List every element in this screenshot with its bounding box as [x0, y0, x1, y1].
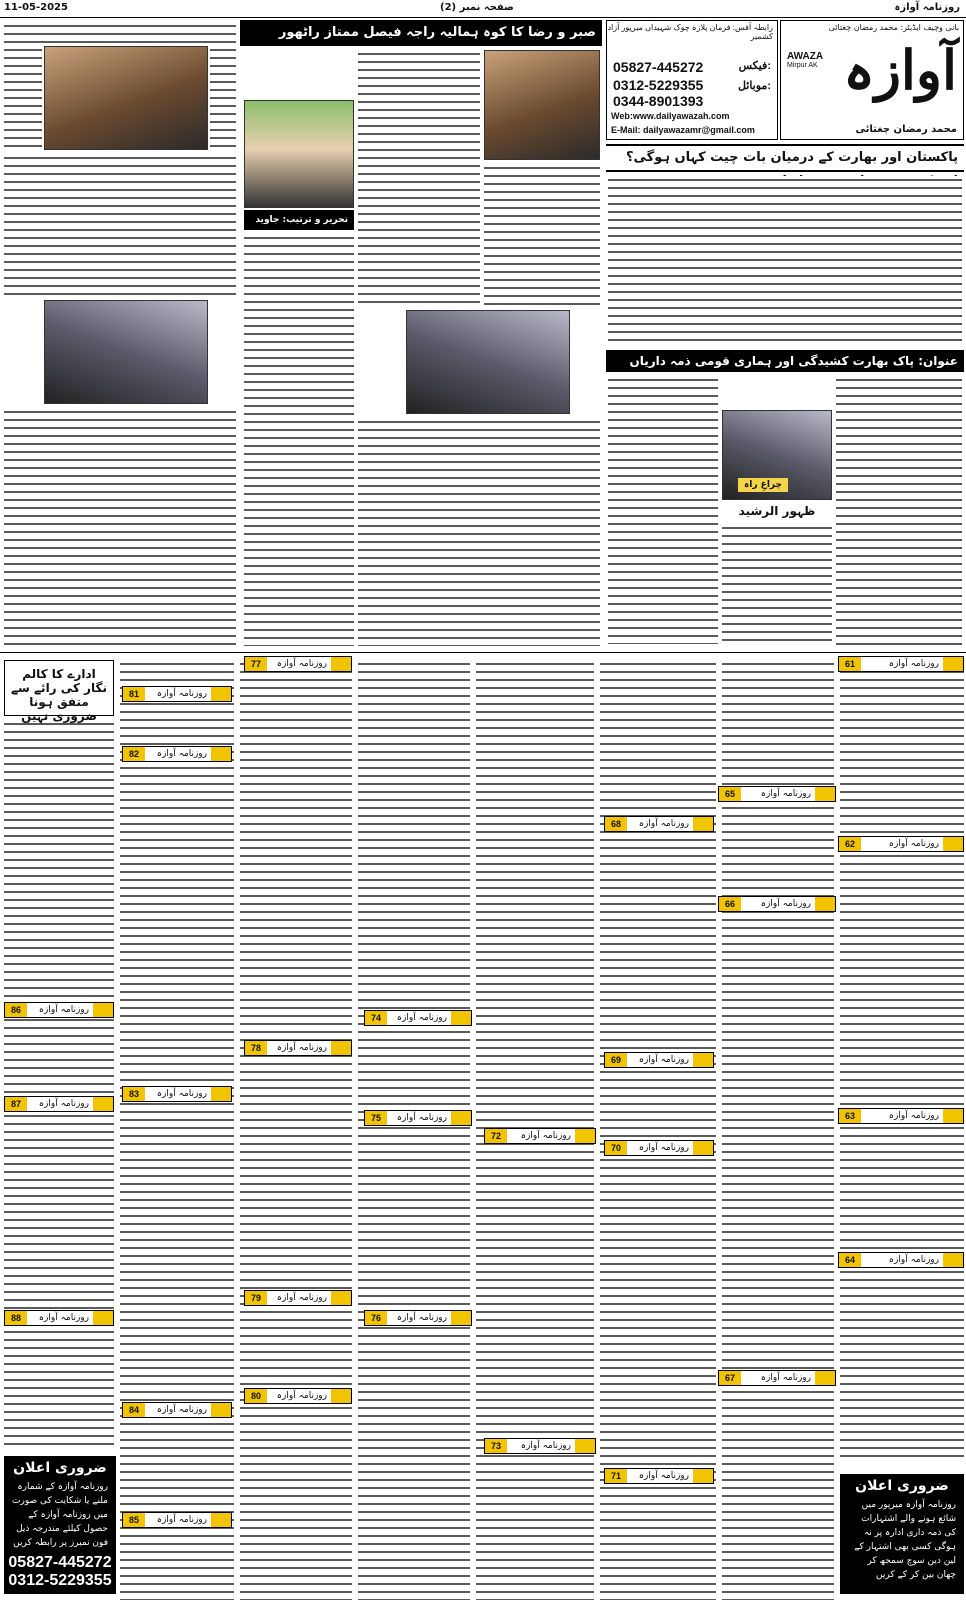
lower-col-5: [358, 660, 470, 1600]
ad-badge: 78 روزنامہ آوازہ: [244, 1040, 352, 1056]
article-text-4: [358, 418, 600, 646]
ad-badge: 69 روزنامہ آوازہ: [604, 1052, 714, 1068]
left-text-4: [4, 408, 236, 646]
mobile-number-2: 0344-8901393: [613, 93, 704, 109]
notice-left-phone-2: 0312-5229355: [8, 1572, 112, 1589]
ad-badge: 84 روزنامہ آوازہ: [122, 1402, 232, 1418]
masthead: [780, 20, 964, 140]
fax-label: فیکس:: [738, 60, 771, 72]
notice-left-phone-1: 05827-445272: [8, 1554, 112, 1571]
column-title: عنوان: پاک بھارت کشیدگی اور ہماری قومی ذمہ داریاں: [606, 350, 964, 372]
article-title: صبر و رضا کا کوہ ہمالیہ راجہ فیصل ممتاز راٹھور: [240, 20, 602, 46]
lower-col-6: [240, 660, 352, 1600]
lower-col-1: [840, 660, 964, 1460]
notice-right-title: ضروری اعلان: [855, 1478, 949, 1494]
column-text-3: [608, 376, 718, 644]
paper-name: روزنامہ آوازہ: [894, 2, 960, 13]
lower-col-8: [4, 720, 114, 1450]
ad-badge: 66 روزنامہ آوازہ: [718, 896, 836, 912]
notice-left-title: ضروری اعلان: [13, 1460, 107, 1476]
fax-number: 05827-445272: [613, 59, 704, 75]
ad-badge: 73 روزنامہ آوازہ: [484, 1438, 596, 1454]
ad-badge: 71 روزنامہ آوازہ: [604, 1468, 714, 1484]
notice-right-body: روزنامہ آوازہ میرپور میں شائع ہونے والے اشتہارات کی ذمہ داری ادارہ پر نہ ہوگی کسی بھی اشتہار کے لین دین سوچ سمجھ کر چھان بین کر کے کریں: [854, 1500, 956, 1580]
article-photo-event: [406, 310, 570, 414]
article-text-1: [358, 50, 480, 306]
office-address: رابطہ آفس: فرمان پلازہ چوک شہیداں میرپور آزاد کشمیر: [607, 23, 773, 41]
ad-badge: 74 روزنامہ آوازہ: [364, 1010, 472, 1026]
editor-name: محمد رمضان چغتائی: [855, 124, 957, 135]
ad-badge: 61 روزنامہ آوازہ: [838, 656, 964, 672]
left-photo-bottom: [44, 300, 208, 404]
section-divider: [0, 652, 966, 653]
notice-left-body: روزنامہ آوازہ کے شمارہ ملنے یا شکایت کی صورت میں روزنامہ آوازہ کے حصول کیلئے مندرجہ ذیل فون نمبرز پر رابطہ کریں: [12, 1482, 108, 1548]
column-text-2: [722, 524, 832, 644]
ad-badge: 76 روزنامہ آوازہ: [364, 1310, 472, 1326]
ad-badge: 67 روزنامہ آوازہ: [718, 1370, 836, 1386]
columnist-name: ظہور الرشید: [738, 504, 816, 518]
ad-badge: 77 روزنامہ آوازہ: [244, 656, 352, 672]
disclaimer-box: ادارے کا کالم نگار کی رائے سے متفق ہونا ضروری نہیں: [4, 660, 114, 716]
notice-right: [840, 1474, 964, 1594]
ad-badge: 72 روزنامہ آوازہ: [484, 1128, 596, 1144]
ad-badge: 87 روزنامہ آوازہ: [4, 1096, 114, 1112]
left-text-2: [4, 154, 236, 296]
column-text-1: [836, 376, 962, 646]
page-top-bar: [0, 0, 966, 18]
article-text-3: [484, 164, 600, 306]
article-photo-main: [484, 50, 600, 160]
ad-badge: 82 روزنامہ آوازہ: [122, 746, 232, 762]
contact-box: [606, 20, 778, 140]
email-link[interactable]: E-Mail: dailyawazamr@gmail.com: [611, 125, 755, 135]
column-logo: چراغِ راہ: [738, 478, 788, 492]
ad-badge: 68 روزنامہ آوازہ: [604, 816, 714, 832]
ad-badge: 64 روزنامہ آوازہ: [838, 1252, 964, 1268]
left-text-3: [210, 46, 236, 150]
ad-badge: 63 روزنامہ آوازہ: [838, 1108, 964, 1124]
mobile-label: موبائل:: [737, 80, 771, 92]
mobile-number-1: 0312-5229355: [613, 77, 704, 93]
chief-editor: بانی وچیف ایڈیٹر: محمد رمضان چغتائی: [828, 23, 959, 32]
ad-badge: 81 روزنامہ آوازہ: [122, 686, 232, 702]
main-headline: پاکستان اور بھارت کے درمیان بات چیت کہاں ہوگی؟: [606, 144, 964, 172]
article-photo-author: [244, 100, 354, 208]
ad-badge: 80 روزنامہ آوازہ: [244, 1388, 352, 1404]
ad-badge: 65 روزنامہ آوازہ: [718, 786, 836, 802]
newspaper-logo: آوازہ: [843, 38, 957, 102]
lower-col-7: [120, 660, 234, 1600]
ad-badge: 86 روزنامہ آوازہ: [4, 1002, 114, 1018]
newspaper-logo-en: AWAZA Mirpur AK: [787, 51, 824, 69]
left-photo-top: [44, 46, 208, 150]
ad-badge: 85 روزنامہ آوازہ: [122, 1512, 232, 1528]
website-link[interactable]: Web:www.dailyawazah.com: [611, 111, 730, 121]
notice-left: [4, 1456, 116, 1594]
article-byline: تحریر و ترتیب: جاوید: [244, 210, 354, 230]
ad-badge: 79 روزنامہ آوازہ: [244, 1290, 352, 1306]
article-text-2: [244, 234, 354, 646]
ad-badge: 70 روزنامہ آوازہ: [604, 1140, 714, 1156]
ad-badge: 88 روزنامہ آوازہ: [4, 1310, 114, 1326]
issue-date: 11-05-2025: [4, 2, 68, 13]
main-news-text: [608, 176, 962, 344]
ad-badge: 62 روزنامہ آوازہ: [838, 836, 964, 852]
left-text-0: [4, 22, 236, 44]
ad-badge: 75 روزنامہ آوازہ: [364, 1110, 472, 1126]
page-number: صفحہ نمبر (2): [440, 2, 514, 13]
ad-badge: 83 روزنامہ آوازہ: [122, 1086, 232, 1102]
left-text-1: [4, 46, 42, 150]
lower-col-3: [600, 660, 716, 1600]
